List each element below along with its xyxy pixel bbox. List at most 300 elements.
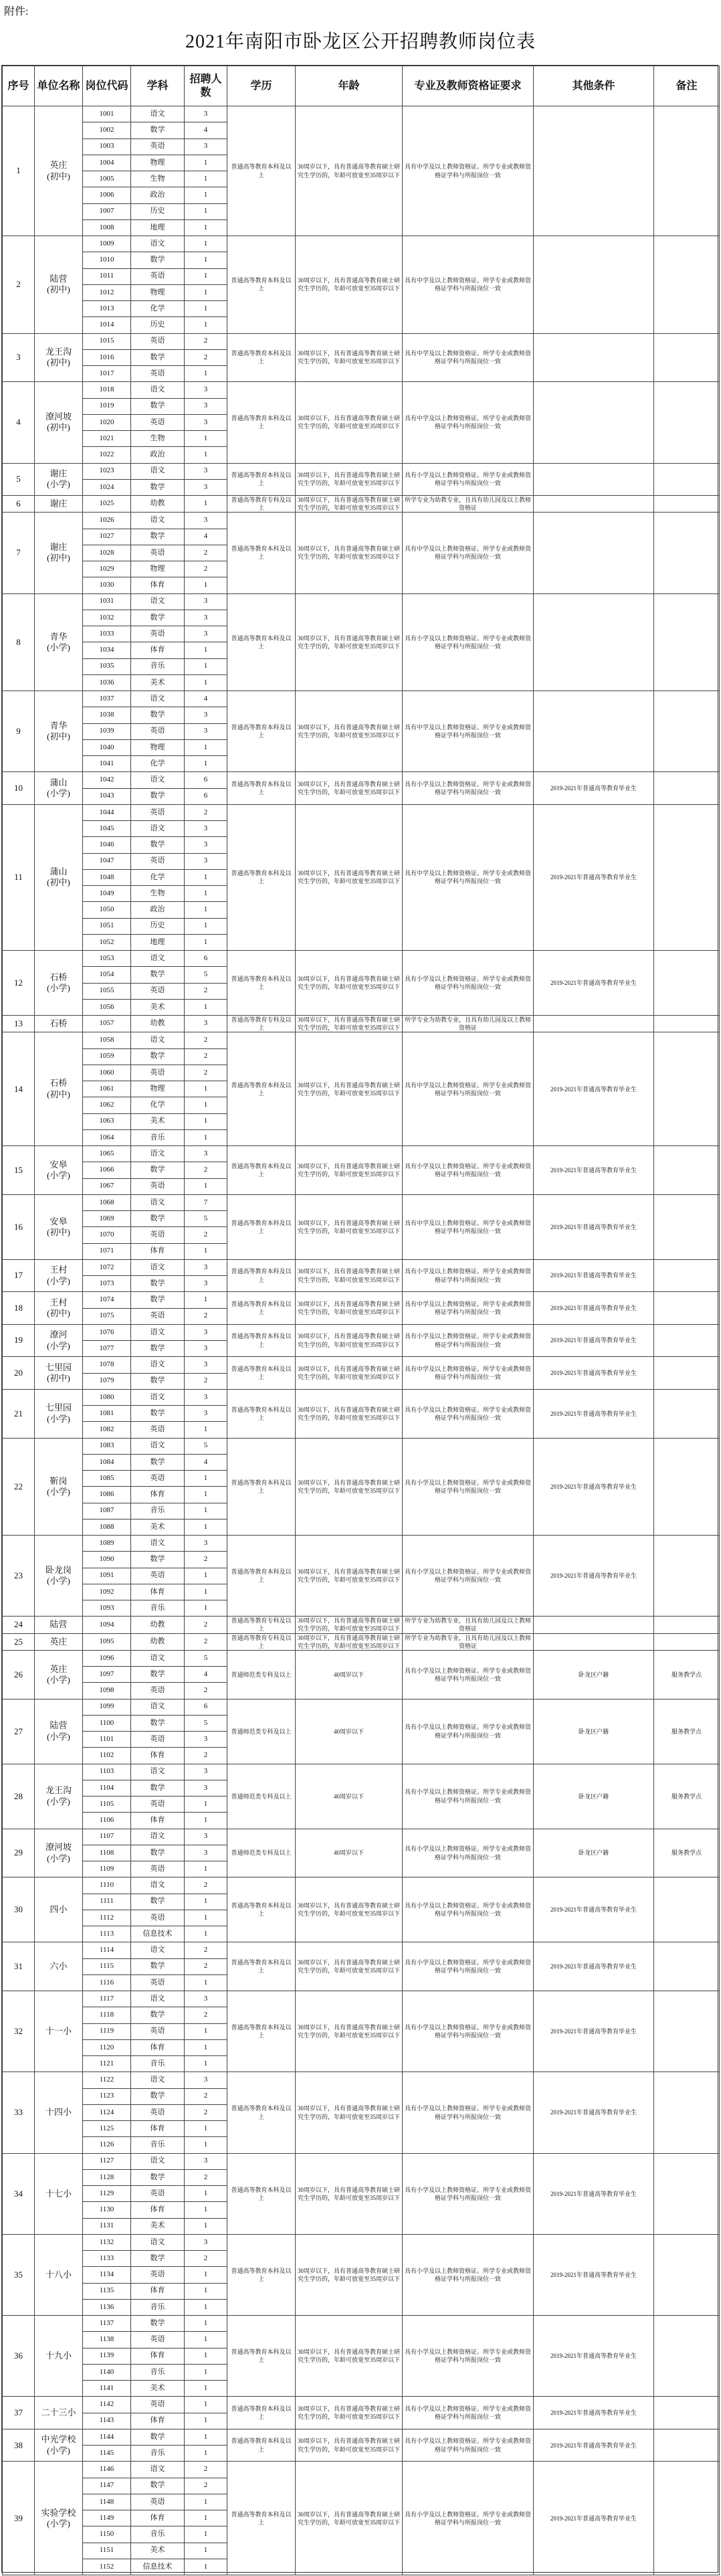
seq-cell: 39 [3,2462,35,2575]
subject-cell: 语文 [131,1146,185,1162]
education-cell: 普通高等教育专科及以上 [227,1617,296,1633]
subject-cell: 英语 [131,1227,185,1243]
age-cell: 30周岁以下，具有普通高等教育硕士研究生学历的，年龄可放宽至35周岁以下 [296,691,403,772]
table-row [3,1259,720,1275]
count-cell: 3 [185,1732,227,1748]
age-cell: 30周岁以下，具有普通高等教育硕士研究生学历的，年龄可放宽至35周岁以下 [296,1617,403,1633]
count-cell: 1 [185,203,227,219]
education-cell: 普通高等教育专科及以上 [227,496,296,513]
education-cell: 普通高等教育本科及以上 [227,333,296,382]
code-cell: 1146 [83,2462,131,2478]
table-row [3,1877,720,1894]
count-cell: 3 [185,2153,227,2169]
requirement-cell: 具有小学及以上教师资格证。所学专业或教师资格证学科与所报岗位一致 [403,1764,534,1829]
requirement-cell: 具有中学及以上教师资格证。所学专业或教师资格证学科与所报岗位一致 [403,236,534,334]
education-cell: 普通师范类专科及以上 [227,1829,296,1877]
unit-cell: 陆营 [35,1617,83,1633]
subject-cell: 美术 [131,674,185,691]
education-cell: 普通高等教育本科及以上 [227,2072,296,2153]
subject-cell: 数学 [131,1406,185,1422]
count-cell: 1 [185,2202,227,2218]
code-cell: 1122 [83,2072,131,2088]
count-cell: 6 [185,772,227,788]
other-cell: 2019-2021年普通高等教育毕业生 [534,1324,654,1357]
seq-cell: 34 [3,2153,35,2234]
count-cell: 2 [185,1162,227,1178]
count-cell: 3 [185,1276,227,1292]
note-cell [654,513,720,593]
age-cell: 40周岁以下 [296,1699,403,1764]
code-cell: 1063 [83,1113,131,1129]
count-cell: 1 [185,1568,227,1584]
subject-cell: 体育 [131,642,185,658]
col-header-seq: 序号 [3,66,35,106]
code-cell: 1132 [83,2234,131,2250]
table-row [3,1764,720,1780]
code-cell: 1020 [83,414,131,430]
unit-cell: 谢庄 (初中) [35,513,83,593]
subject-cell: 幼教 [131,1617,185,1633]
code-cell: 1134 [83,2267,131,2283]
subject-cell: 英语 [131,1178,185,1194]
note-cell [654,1991,720,2072]
subject-cell: 化学 [131,756,185,772]
code-cell: 1128 [83,2169,131,2185]
subject-cell: 体育 [131,2039,185,2055]
code-cell: 1032 [83,610,131,626]
other-cell [534,1633,654,1650]
note-cell [654,1633,720,1650]
count-cell: 3 [185,853,227,869]
code-cell: 1115 [83,1958,131,1974]
count-cell: 2 [185,545,227,561]
code-cell: 1109 [83,1861,131,1877]
unit-cell: 石桥 (初中) [35,1032,83,1146]
col-header-subject: 学科 [131,66,185,106]
count-cell: 3 [185,1536,227,1552]
note-cell [654,2234,720,2315]
note-cell [654,236,720,334]
count-cell: 4 [185,1454,227,1470]
code-cell: 1074 [83,1292,131,1308]
requirement-cell: 具有小学及以上教师资格证。所学专业或教师资格证学科与所报岗位一致 [403,593,534,691]
requirement-cell: 具有小学及以上教师资格证。所学专业或教师资格证学科与所报岗位一致 [403,2072,534,2153]
subject-cell: 数学 [131,2007,185,2023]
subject-cell: 数学 [131,2316,185,2332]
code-cell: 1049 [83,886,131,902]
other-cell: 2019-2021年普通高等教育毕业生 [534,2072,654,2153]
code-cell: 1035 [83,658,131,674]
seq-cell: 29 [3,1829,35,1877]
unit-cell: 安皋 (初中) [35,1194,83,1259]
count-cell: 1 [185,1292,227,1308]
note-cell [654,1016,720,1032]
code-cell: 1121 [83,2056,131,2072]
age-cell: 30周岁以下，具有普通高等教育硕士研究生学历的，年龄可放宽至35周岁以下 [296,2072,403,2153]
seq-cell: 25 [3,1633,35,1650]
code-cell: 1030 [83,577,131,593]
subject-cell: 语文 [131,1699,185,1715]
table-row [3,1536,720,1552]
count-cell: 3 [185,463,227,479]
subject-cell: 体育 [131,2413,185,2429]
count-cell: 1 [185,236,227,252]
code-cell: 1055 [83,983,131,999]
education-cell: 普通高等教育本科及以上 [227,593,296,691]
count-cell: 2 [185,1308,227,1324]
code-cell: 1011 [83,268,131,284]
code-cell: 1077 [83,1341,131,1357]
count-cell: 1 [185,1600,227,1617]
age-cell: 30周岁以下，具有普通高等教育硕士研究生学历的，年龄可放宽至35周岁以下 [296,1357,403,1390]
seq-cell: 11 [3,804,35,950]
subject-cell: 语文 [131,2072,185,2088]
count-cell: 3 [185,1991,227,2007]
age-cell: 30周岁以下，具有普通高等教育硕士研究生学历的，年龄可放宽至35周岁以下 [296,106,403,236]
count-cell: 1 [185,2218,227,2234]
table-row [3,1357,720,1373]
code-cell: 1141 [83,2381,131,2397]
code-cell: 1093 [83,1600,131,1617]
requirement-cell: 具有中学及以上教师资格证。所学专业或教师资格证学科与所报岗位一致 [403,513,534,593]
count-cell: 1 [185,187,227,203]
code-cell: 1031 [83,593,131,610]
count-cell: 3 [185,1829,227,1845]
code-cell: 1129 [83,2186,131,2202]
count-cell: 2 [185,2088,227,2104]
subject-cell: 音乐 [131,2056,185,2072]
subject-cell: 体育 [131,1813,185,1829]
subject-cell: 数学 [131,2169,185,2185]
code-cell: 1064 [83,1129,131,1145]
code-cell: 1131 [83,2218,131,2234]
count-cell: 3 [185,479,227,495]
seq-cell: 33 [3,2072,35,2153]
count-cell: 3 [185,1780,227,1796]
seq-cell: 37 [3,2397,35,2429]
count-cell: 4 [185,1667,227,1683]
requirement-cell: 具有小学及以上教师资格证。所学专业或教师资格证学科与所报岗位一致 [403,1650,534,1699]
count-cell: 2 [185,1942,227,1958]
unit-cell: 王村 (小学) [35,1259,83,1292]
count-cell: 1 [185,674,227,691]
count-cell: 1 [185,2137,227,2153]
code-cell: 1047 [83,853,131,869]
subject-cell: 物理 [131,1081,185,1097]
table-row [3,1389,720,1405]
table-row [3,804,720,820]
count-cell: 2 [185,1373,227,1389]
requirement-cell: 具有小学及以上教师资格证。所学专业或教师资格证学科与所报岗位一致 [403,1389,534,1438]
count-cell: 1 [185,934,227,950]
count-cell: 2 [185,1748,227,1764]
subject-cell: 历史 [131,918,185,934]
code-cell: 1096 [83,1650,131,1666]
count-cell: 1 [185,1797,227,1813]
count-cell: 1 [185,219,227,236]
education-cell: 普通高等教育本科及以上 [227,1324,296,1357]
subject-cell: 英语 [131,333,185,349]
subject-cell: 语文 [131,513,185,529]
code-cell: 1137 [83,2316,131,2332]
table-row [3,236,720,252]
count-cell: 5 [185,1438,227,1454]
subject-cell: 体育 [131,2121,185,2137]
code-cell: 1066 [83,1162,131,1178]
count-cell: 1 [185,252,227,268]
age-cell: 30周岁以下，具有普通高等教育硕士研究生学历的，年龄可放宽至35周岁以下 [296,2429,403,2462]
other-cell: 2019-2021年普通高等教育毕业生 [534,804,654,950]
code-cell: 1118 [83,2007,131,2023]
subject-cell: 音乐 [131,658,185,674]
subject-cell: 语文 [131,1438,185,1454]
table-row [3,1194,720,1210]
code-cell: 1135 [83,2283,131,2299]
count-cell: 1 [185,1584,227,1600]
requirement-cell: 所学专业为幼教专业，且具有幼儿园及以上教师资格证 [403,496,534,513]
seq-cell: 14 [3,1032,35,1146]
other-cell: 2019-2021年普通高等教育毕业生 [534,2462,654,2575]
table-row [3,1991,720,2007]
other-cell: 2019-2021年普通高等教育毕业生 [534,1536,654,1617]
count-cell: 5 [185,1715,227,1731]
code-cell: 1130 [83,2202,131,2218]
requirement-cell: 所学专业为幼教专业，且具有幼儿园及以上教师资格证 [403,1617,534,1633]
count-cell: 1 [185,2039,227,2055]
table-row [3,1829,720,1845]
unit-cell: 六小 [35,1942,83,1991]
table-row [3,2234,720,2250]
subject-cell: 数学 [131,349,185,365]
requirement-cell: 具有小学及以上教师资格证。所学专业或教师资格证学科与所报岗位一致 [403,1259,534,1292]
other-cell: 2019-2021年普通高等教育毕业生 [534,1357,654,1390]
requirement-cell: 具有小学及以上教师资格证。所学专业或教师资格证学科与所报岗位一致 [403,2429,534,2462]
code-cell: 1088 [83,1519,131,1535]
count-cell: 1 [185,2429,227,2445]
table-row [3,333,720,349]
code-cell: 1127 [83,2153,131,2169]
other-cell [534,496,654,513]
subject-cell: 英语 [131,2267,185,2283]
table-row [3,951,720,967]
count-cell: 5 [185,967,227,983]
age-cell: 30周岁以下，具有普通高等教育硕士研究生学历的，年龄可放宽至35周岁以下 [296,236,403,334]
other-cell: 2019-2021年普通高等教育毕业生 [534,2234,654,2315]
subject-cell: 体育 [131,1748,185,1764]
note-cell: 服务教学点 [654,1829,720,1877]
subject-cell: 数学 [131,1715,185,1731]
count-cell: 3 [185,610,227,626]
requirement-cell: 具有小学及以上教师资格证。所学专业或教师资格证学科与所报岗位一致 [403,2397,534,2429]
subject-cell: 数学 [131,2088,185,2104]
count-cell: 3 [185,1324,227,1340]
other-cell: 2019-2021年普通高等教育毕业生 [534,1991,654,2072]
count-cell: 1 [185,1422,227,1438]
count-cell: 1 [185,1974,227,1991]
code-cell: 1057 [83,1016,131,1032]
count-cell: 1 [185,284,227,300]
unit-cell: 靳岗 (小学) [35,1438,83,1536]
count-cell: 2 [185,1227,227,1243]
note-cell [654,2462,720,2575]
code-cell: 1039 [83,723,131,739]
code-cell: 1069 [83,1211,131,1227]
seq-cell: 4 [3,382,35,463]
code-cell: 1048 [83,869,131,885]
table-row [3,2316,720,2332]
table-row [3,2153,720,2169]
subject-cell: 音乐 [131,2526,185,2543]
other-cell: 2019-2021年普通高等教育毕业生 [534,1292,654,1325]
code-cell: 1078 [83,1357,131,1373]
subject-cell: 数学 [131,2251,185,2267]
subject-cell: 美术 [131,1519,185,1535]
seq-cell: 24 [3,1617,35,1633]
other-cell: 2019-2021年普通高等教育毕业生 [534,1032,654,1146]
count-cell: 1 [185,2397,227,2413]
subject-cell: 英语 [131,414,185,430]
other-cell: 2019-2021年普通高等教育毕业生 [534,1389,654,1438]
age-cell: 30周岁以下，具有普通高等教育硕士研究生学历的，年龄可放宽至35周岁以下 [296,1032,403,1146]
code-cell: 1025 [83,496,131,513]
education-cell: 普通高等教育本科及以上 [227,2153,296,2234]
code-cell: 1041 [83,756,131,772]
subject-cell: 语文 [131,2234,185,2250]
requirement-cell: 具有中学及以上教师资格证。所学专业或教师资格证学科与所报岗位一致 [403,106,534,236]
education-cell: 普通师范类专科及以上 [227,1764,296,1829]
note-cell: 服务教学点 [654,1764,720,1829]
education-cell: 普通高等教育本科及以上 [227,2316,296,2397]
count-cell: 2 [185,1552,227,1568]
age-cell: 30周岁以下，具有普通高等教育硕士研究生学历的，年龄可放宽至35周岁以下 [296,1991,403,2072]
subject-cell: 体育 [131,577,185,593]
table-row [3,1942,720,1958]
requirement-cell: 具有小学及以上教师资格证。所学专业或教师资格证学科与所报岗位一致 [403,1991,534,2072]
subject-cell: 体育 [131,2348,185,2364]
seq-cell: 7 [3,513,35,593]
requirement-cell: 具有小学及以上教师资格证。所学专业或教师资格证学科与所报岗位一致 [403,1829,534,1877]
code-cell: 1148 [83,2494,131,2510]
table-row [3,513,720,529]
table-row [3,1438,720,1454]
subject-cell: 音乐 [131,1503,185,1519]
code-cell: 1038 [83,707,131,723]
education-cell: 普通高等教育本科及以上 [227,2234,296,2315]
subject-cell: 数学 [131,2429,185,2445]
note-cell [654,1194,720,1259]
subject-cell: 英语 [131,853,185,869]
education-cell: 普通高等教育专科及以上 [227,1016,296,1032]
subject-cell: 数学 [131,707,185,723]
code-cell: 1002 [83,122,131,139]
code-cell: 1050 [83,902,131,918]
subject-cell: 体育 [131,2283,185,2299]
age-cell: 30周岁以下，具有普通高等教育硕士研究生学历的，年龄可放宽至35周岁以下 [296,1389,403,1438]
code-cell: 1100 [83,1715,131,1731]
requirement-cell: 具有小学及以上教师资格证。所学专业或教师资格证学科与所报岗位一致 [403,1699,534,1764]
unit-cell: 实验学校 (小学) [35,2462,83,2575]
seq-cell: 31 [3,1942,35,1991]
count-cell: 2 [185,349,227,365]
code-cell: 1009 [83,236,131,252]
seq-cell: 16 [3,1194,35,1259]
education-cell: 普通高等教育本科及以上 [227,1292,296,1325]
subject-cell: 美术 [131,2381,185,2397]
requirement-cell: 具有小学及以上教师资格证。所学专业或教师资格证学科与所报岗位一致 [403,1146,534,1195]
subject-cell: 语文 [131,382,185,398]
education-cell: 普通高等教育本科及以上 [227,1877,296,1942]
count-cell: 3 [185,1341,227,1357]
count-cell: 1 [185,1471,227,1487]
note-cell [654,951,720,1016]
count-cell: 1 [185,886,227,902]
count-cell: 1 [185,1487,227,1503]
code-cell: 1008 [83,219,131,236]
subject-cell: 化学 [131,301,185,317]
count-cell: 1 [185,902,227,918]
count-cell: 4 [185,691,227,707]
requirement-cell: 具有中学及以上教师资格证。所学专业或教师资格证学科与所报岗位一致 [403,382,534,463]
code-cell: 1007 [83,203,131,219]
code-cell: 1010 [83,252,131,268]
seq-cell: 19 [3,1324,35,1357]
subject-cell: 信息技术 [131,2559,185,2575]
subject-cell: 语文 [131,1194,185,1210]
count-cell: 3 [185,821,227,837]
code-cell: 1107 [83,1829,131,1845]
age-cell: 30周岁以下，具有普通高等教育硕士研究生学历的，年龄可放宽至35周岁以下 [296,804,403,950]
code-cell: 1138 [83,2332,131,2348]
code-cell: 1034 [83,642,131,658]
table-row [3,382,720,398]
note-cell [654,1942,720,1991]
col-header-count: 招聘人数 [185,66,227,106]
note-cell [654,593,720,691]
subject-cell: 英语 [131,1974,185,1991]
subject-cell: 体育 [131,1584,185,1600]
subject-cell: 地理 [131,934,185,950]
count-cell: 3 [185,382,227,398]
education-cell: 普通高等教育本科及以上 [227,382,296,463]
code-cell: 1149 [83,2510,131,2526]
subject-cell: 数学 [131,1552,185,1568]
count-cell: 1 [185,2494,227,2510]
age-cell: 30周岁以下，具有普通高等教育硕士研究生学历的，年龄可放宽至35周岁以下 [296,333,403,382]
count-cell: 7 [185,1194,227,1210]
education-cell: 普通高等教育本科及以上 [227,463,296,496]
seq-cell: 27 [3,1699,35,1764]
requirement-cell: 具有小学及以上教师资格证。所学专业或教师资格证学科与所报岗位一致 [403,1324,534,1357]
subject-cell: 幼教 [131,496,185,513]
code-cell: 1013 [83,301,131,317]
count-cell: 1 [185,1129,227,1145]
code-cell: 1067 [83,1178,131,1194]
subject-cell: 数学 [131,1292,185,1308]
subject-cell: 英语 [131,804,185,820]
seq-cell: 3 [3,333,35,382]
other-cell: 卧龙区户籍 [534,1650,654,1699]
subject-cell: 英语 [131,1471,185,1487]
age-cell: 30周岁以下，具有普通高等教育硕士研究生学历的，年龄可放宽至35周岁以下 [296,1146,403,1195]
count-cell: 4 [185,529,227,545]
count-cell: 2 [185,1683,227,1699]
unit-cell: 潦河坡 (初中) [35,382,83,463]
seq-cell: 36 [3,2316,35,2397]
subject-cell: 英语 [131,1422,185,1438]
col-header-age: 年龄 [296,66,403,106]
code-cell: 1123 [83,2088,131,2104]
subject-cell: 语文 [131,463,185,479]
